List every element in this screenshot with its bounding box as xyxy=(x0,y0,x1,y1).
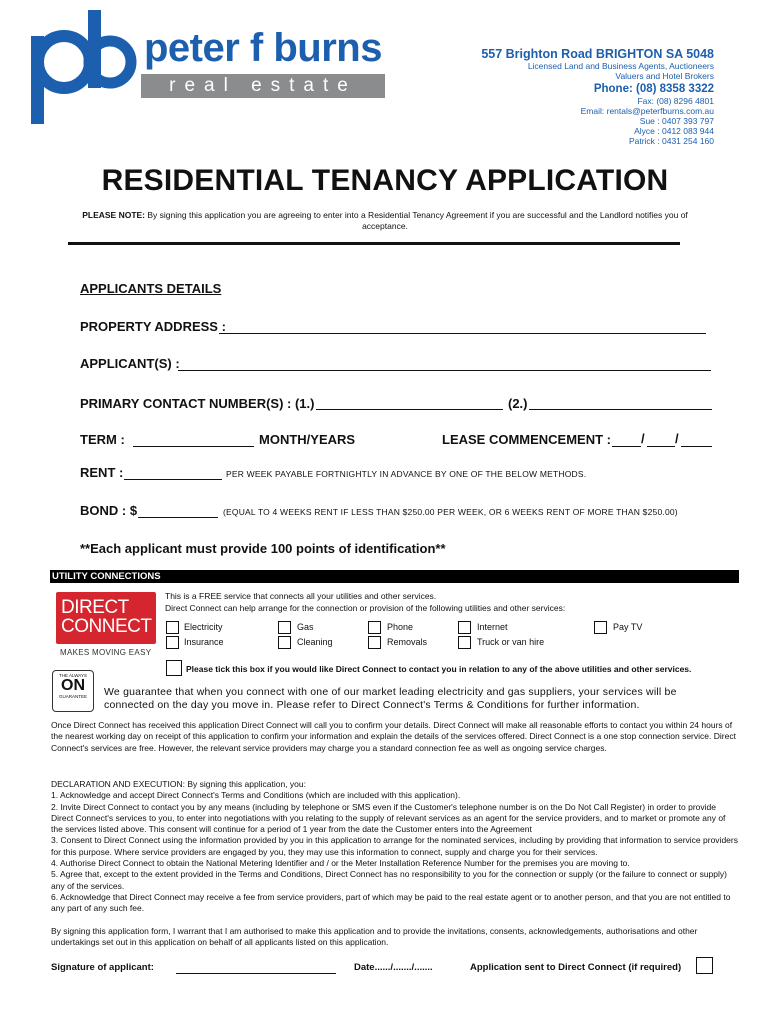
signature-field[interactable] xyxy=(176,973,336,974)
electricity-label: Electricity xyxy=(184,622,223,632)
contact-alyce: Alyce : 0412 083 944 xyxy=(634,126,714,136)
bond-note: (EQUAL TO 4 WEEKS RENT IF LESS THAN $250.00 PER WEEK, OR 6 WEEKS RENT OF MORE THAN $250.00) xyxy=(223,507,678,517)
gas-checkbox[interactable] xyxy=(278,621,291,634)
licence-line: Licensed Land and Business Agents, Auctioneers xyxy=(527,61,714,71)
date-separator: / xyxy=(641,431,645,446)
utility-intro-2: Direct Connect can help arrange for the connection or provision of the following utilities and other services: xyxy=(165,603,566,613)
phone-checkbox[interactable] xyxy=(368,621,381,634)
removals-checkbox[interactable] xyxy=(368,636,381,649)
guarantee-text: We guarantee that when you connect with one of our market leading electricity and gas suppliers, your services will be connected on the day you move in. Please refer to Direct Connect's Terms & Conditions for further information. xyxy=(104,686,677,711)
truck-van-checkbox[interactable] xyxy=(458,636,471,649)
declaration-item: 1. Acknowledge and accept Direct Connect's Terms and Conditions (which are included with this application). xyxy=(51,790,461,801)
paytv-checkbox[interactable] xyxy=(594,621,607,634)
property-address-label: PROPERTY ADDRESS : xyxy=(80,319,226,334)
removals-label: Removals xyxy=(387,637,428,647)
truck-van-label: Truck or van hire xyxy=(477,637,545,647)
contact-block xyxy=(481,47,714,146)
authorise-paragraph: By signing this application form, I warrant that I am authorised to make this application and to provide the invitations, consents, acknowledgements, authorisations and other undertakings set out in this application on behalf of all applicants listed on this application. xyxy=(51,926,698,948)
brand-subtitle: real estate xyxy=(169,75,357,96)
dc-logo-line1: DIRECT xyxy=(61,597,129,618)
applicants-field[interactable] xyxy=(178,370,711,371)
please-note-text: By signing this application you are agreeing to enter into a Residential Tenancy Agreement if you are successful and the Landlord notifies you of acceptance. xyxy=(147,210,688,231)
term-unit-label: MONTH/YEARS xyxy=(259,432,356,447)
applicants-label: APPLICANT(S) : xyxy=(80,356,180,371)
brand-name: peter f burns xyxy=(144,26,382,70)
divider xyxy=(68,242,680,245)
primary-contact-label: PRIMARY CONTACT NUMBER(S) : (1.) xyxy=(80,396,315,411)
badge-on-text: ON xyxy=(61,677,85,694)
pb-monogram-logo xyxy=(28,8,138,126)
contact-two-label: (2.) xyxy=(508,396,528,411)
paytv-label: Pay TV xyxy=(613,622,643,632)
always-on-guarantee-badge xyxy=(52,670,94,712)
sent-to-dc-checkbox[interactable] xyxy=(696,957,713,974)
date-separator: / xyxy=(675,431,679,446)
contact-number-1-field[interactable] xyxy=(316,409,503,410)
contact-consent-checkbox[interactable] xyxy=(166,660,182,676)
property-address-field[interactable] xyxy=(219,333,706,334)
fax-number: Fax: (08) 8296 4801 xyxy=(637,96,714,106)
utility-intro-1: This is a FREE service that connects all your utilities and other services. xyxy=(165,591,437,601)
signature-label: Signature of applicant: xyxy=(51,962,154,973)
utility-section-title: UTILITY CONNECTIONS xyxy=(52,571,161,582)
declaration-intro-line xyxy=(51,779,739,790)
please-note xyxy=(80,210,690,232)
once-received-paragraph: Once Direct Connect has received this application Direct Connect will call you to confirm your details. Direct Connect will make all reasonable efforts to contact you within 24 hours of the nearest working day on receipt of this application to confirm your information and explain the details of the services offered. Direct Connect is a one stop connection service. Direct Connect's services are free. However, the relevant service providers may charge you a standard connection fee as well as ongoing service charges. xyxy=(51,720,736,753)
lease-commencement-label: LEASE COMMENCEMENT : xyxy=(442,432,611,447)
cleaning-checkbox[interactable] xyxy=(278,636,291,649)
phone-label: Phone xyxy=(387,622,414,632)
bond-field[interactable] xyxy=(138,517,218,518)
badge-top-text: THE ALWAYS xyxy=(59,673,87,678)
phone-number: Phone: (08) 8358 3322 xyxy=(593,83,714,95)
direct-connect-logo xyxy=(56,592,156,644)
page-title: RESIDENTIAL TENANCY APPLICATION xyxy=(101,164,669,197)
email-address: Email: rentals@peterfburns.com.au xyxy=(580,106,714,116)
declaration-intro: By signing this application, you: xyxy=(187,779,306,789)
term-field[interactable] xyxy=(133,446,254,447)
lease-day-field[interactable] xyxy=(612,446,641,447)
sent-to-dc-label: Application sent to Direct Connect (if required) xyxy=(470,962,682,973)
applicants-heading: APPLICANTS DETAILS xyxy=(80,281,222,296)
declaration-item: 3. Consent to Direct Connect using the information provided by you in this application to arrange for the nominated services, including by providing that information to service providers for this purpose. Where service providers are engaged by you, they may use this information to connect, supply and charge you for their services. xyxy=(51,835,738,857)
gas-label: Gas xyxy=(297,622,314,632)
declaration-item: 5. Agree that, except to the extent provided in the Terms and Conditions, Direct Connect has no responsibility to you for the connection or supply (or the failure to connect or supply) any of the services. xyxy=(51,869,727,891)
office-address: 557 Brighton Road BRIGHTON SA 5048 xyxy=(481,47,714,61)
please-note-label: PLEASE NOTE: xyxy=(82,210,146,220)
insurance-checkbox[interactable] xyxy=(166,636,179,649)
rent-note: PER WEEK PAYABLE FORTNIGHTLY IN ADVANCE BY ONE OF THE BELOW METHODS. xyxy=(226,469,587,479)
contact-sue: Sue : 0407 393 797 xyxy=(639,116,714,126)
declaration-item: 4. Authorise Direct Connect to obtain the National Metering Identifier and / or the Meter Installation Reference Number for the premises you are moving to. xyxy=(51,858,630,869)
insurance-label: Insurance xyxy=(184,637,224,647)
lease-month-field[interactable] xyxy=(647,446,675,447)
valuers-line: Valuers and Hotel Brokers xyxy=(615,71,714,81)
utility-intro xyxy=(165,590,565,614)
id-notice: **Each applicant must provide 100 points of identification** xyxy=(80,541,446,556)
contact-consent-label: Please tick this box if you would like Direct Connect to contact you in relation to any of the above utilities and other services. xyxy=(186,664,692,674)
declaration-heading: DECLARATION AND EXECUTION: xyxy=(51,779,185,789)
rent-label: RENT : xyxy=(80,465,124,480)
dc-logo-line2: CONNECT xyxy=(61,616,152,637)
term-label: TERM : xyxy=(80,432,125,447)
dc-tagline: MAKES MOVING EASY xyxy=(60,648,152,657)
declaration-item: 2. Invite Direct Connect to contact you by any means (including by telephone or SMS even if the Customer's telephone number is on the Do Not Call Register) in order to provide Direct Connect's services to you, to enter into negotiations with you relating to the supply of relevant services as an agent for the service providers, and to market or promote any of the services listed above. This consent will continue for a period of 1 year from the date the Customer enters into the Agreement xyxy=(51,801,726,835)
internet-label: Internet xyxy=(477,622,508,632)
electricity-checkbox[interactable] xyxy=(166,621,179,634)
rent-field[interactable] xyxy=(124,479,222,480)
bond-label: BOND : $ xyxy=(80,503,138,518)
lease-year-field[interactable] xyxy=(681,446,712,447)
date-label: Date....../......./....... xyxy=(354,962,433,973)
badge-bottom-text: GUARANTEE xyxy=(58,694,87,699)
contact-number-2-field[interactable] xyxy=(529,409,712,410)
internet-checkbox[interactable] xyxy=(458,621,471,634)
contact-patrick: Patrick : 0431 254 160 xyxy=(628,136,714,146)
cleaning-label: Cleaning xyxy=(297,637,333,647)
declaration-block xyxy=(51,779,739,915)
declaration-item: 6. Acknowledge that Direct Connect may receive a fee from service providers, part of which may be paid to the real estate agent or to another person, and that you are not entitled to any part of any such fee. xyxy=(51,891,731,914)
